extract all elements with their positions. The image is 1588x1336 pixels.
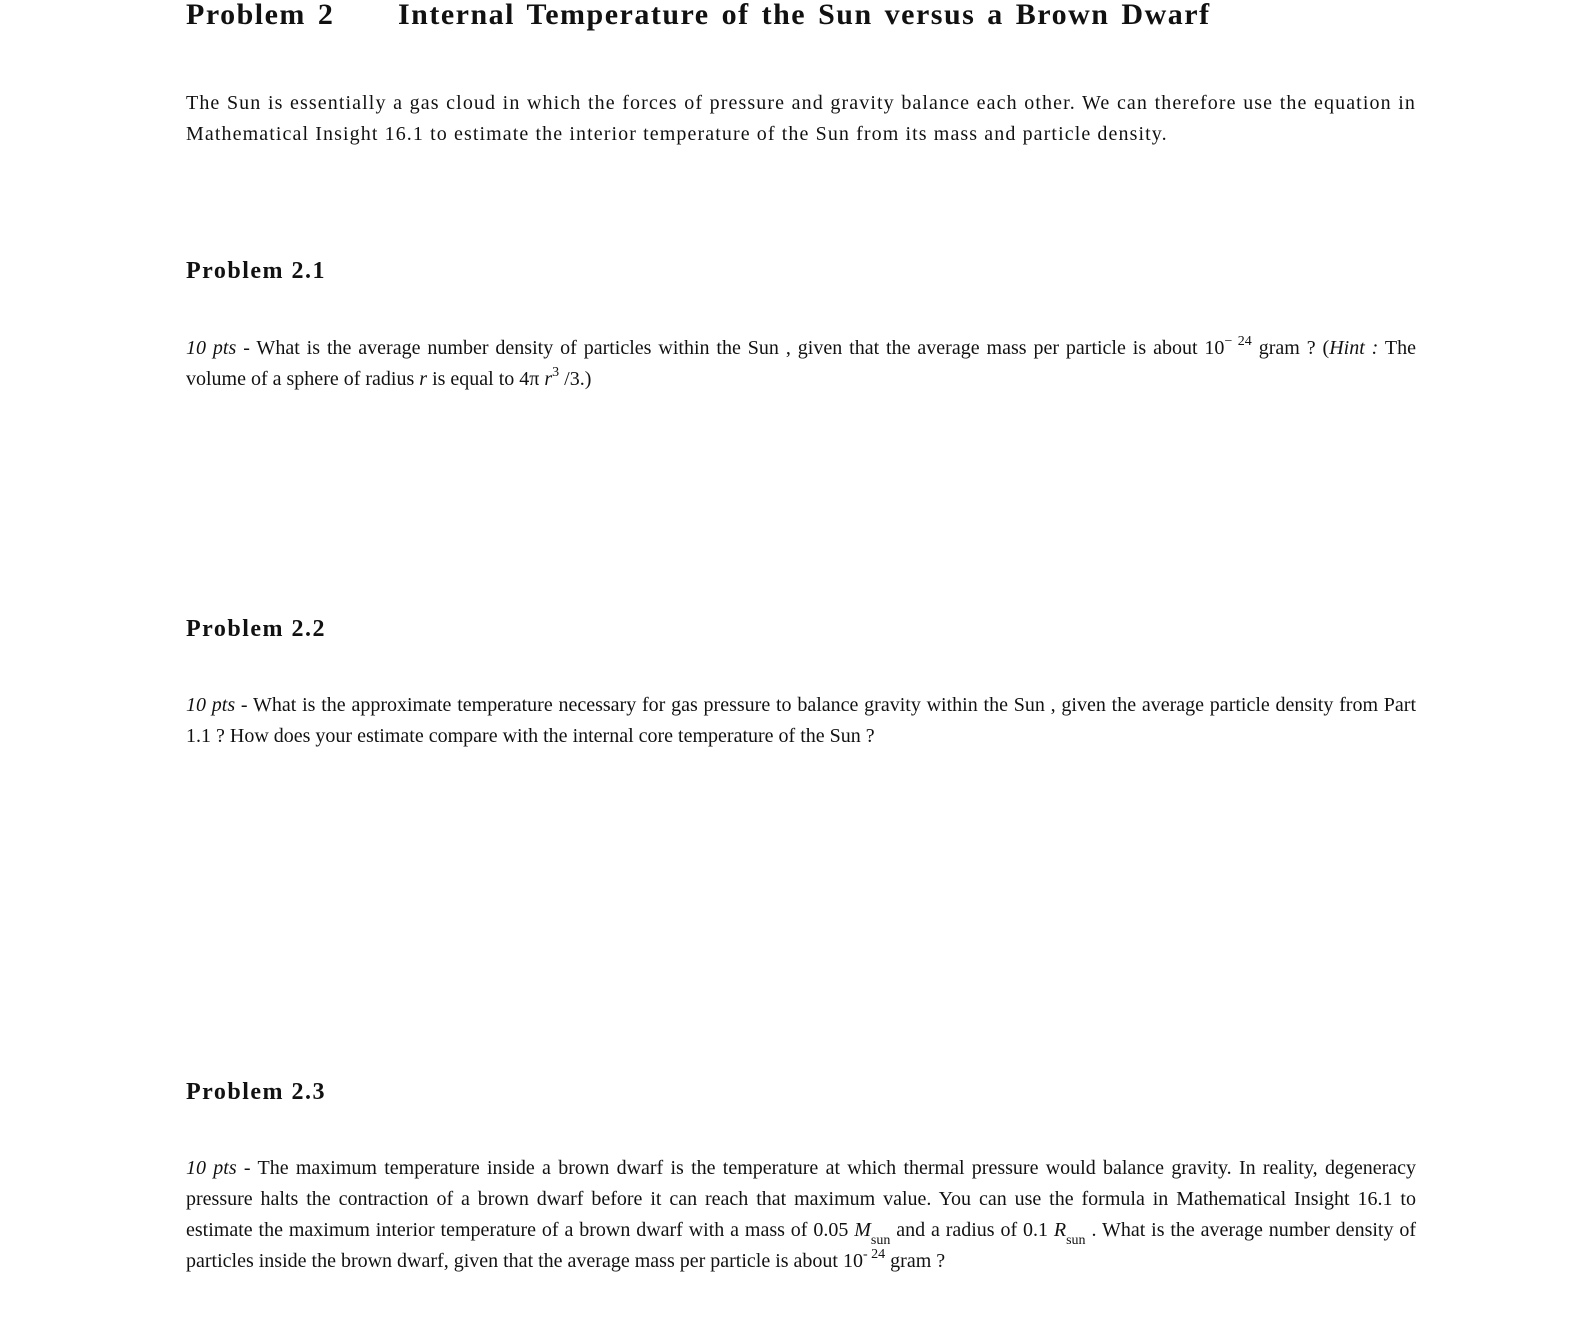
exponent: − 24 <box>1224 334 1252 349</box>
problem-title-text: Internal Temperature of the Sun versus a Brown Dwarf <box>398 0 1211 31</box>
points-label: 10 pts <box>186 337 237 359</box>
points-label: 10 pts <box>186 694 236 716</box>
intro-paragraph: The Sun is essentially a gas cloud in which the forces of pressure and gravity balance each other. We can therefore use the equation in Mathematical Insight 16.1 to estimate the interior temperature of the Sun from its mass and particle density. <box>186 92 1416 145</box>
problem-2-2-heading: Problem 2.2 <box>186 616 327 642</box>
problem-2-1-heading: Problem 2.1 <box>186 258 327 284</box>
problem-2-1-text: 10 pts - What is the average number density of particles within the Sun , given that the average mass per particle is about $10^{- 24}$ gram ? (Hint : The volume of a sphere of radius r is equal to 4π $r^3$ /3.) <box>186 334 1417 390</box>
hint-label: Hint : <box>1329 337 1379 359</box>
problem-number: Problem 2 <box>186 0 335 31</box>
points-label: 10 pts <box>186 1157 237 1179</box>
problem-2-2-text: 10 pts - What is the approximate temperature necessary for gas pressure to balance gravity within the Sun , given the average particle density from Part 1.1 ? How does your estimate compare with the internal core temperature of the Sun ? <box>186 694 1416 747</box>
problem-2-3-text: 10 pts - The maximum temperature inside a brown dwarf is the temperature at which thermal pressure would balance gravity. In reality, degeneracy pressure halts the contraction of a brown dwarf before it can reach that maximum value. You can use the formula in Mathematical Insight 16.1 to estimate the maximum interior temperature of a brown dwarf with a mass of 0.05 $M_{sun}$ and a radius of 0.1 $R_{sun}$ . What is the average number density of particles inside the brown dwarf, given that the average mass per particle is about $10^{- 24}$ gram ? <box>186 1157 1416 1272</box>
problem-2-3-heading: Problem 2.3 <box>186 1079 327 1105</box>
problem-title <box>186 0 1211 32</box>
